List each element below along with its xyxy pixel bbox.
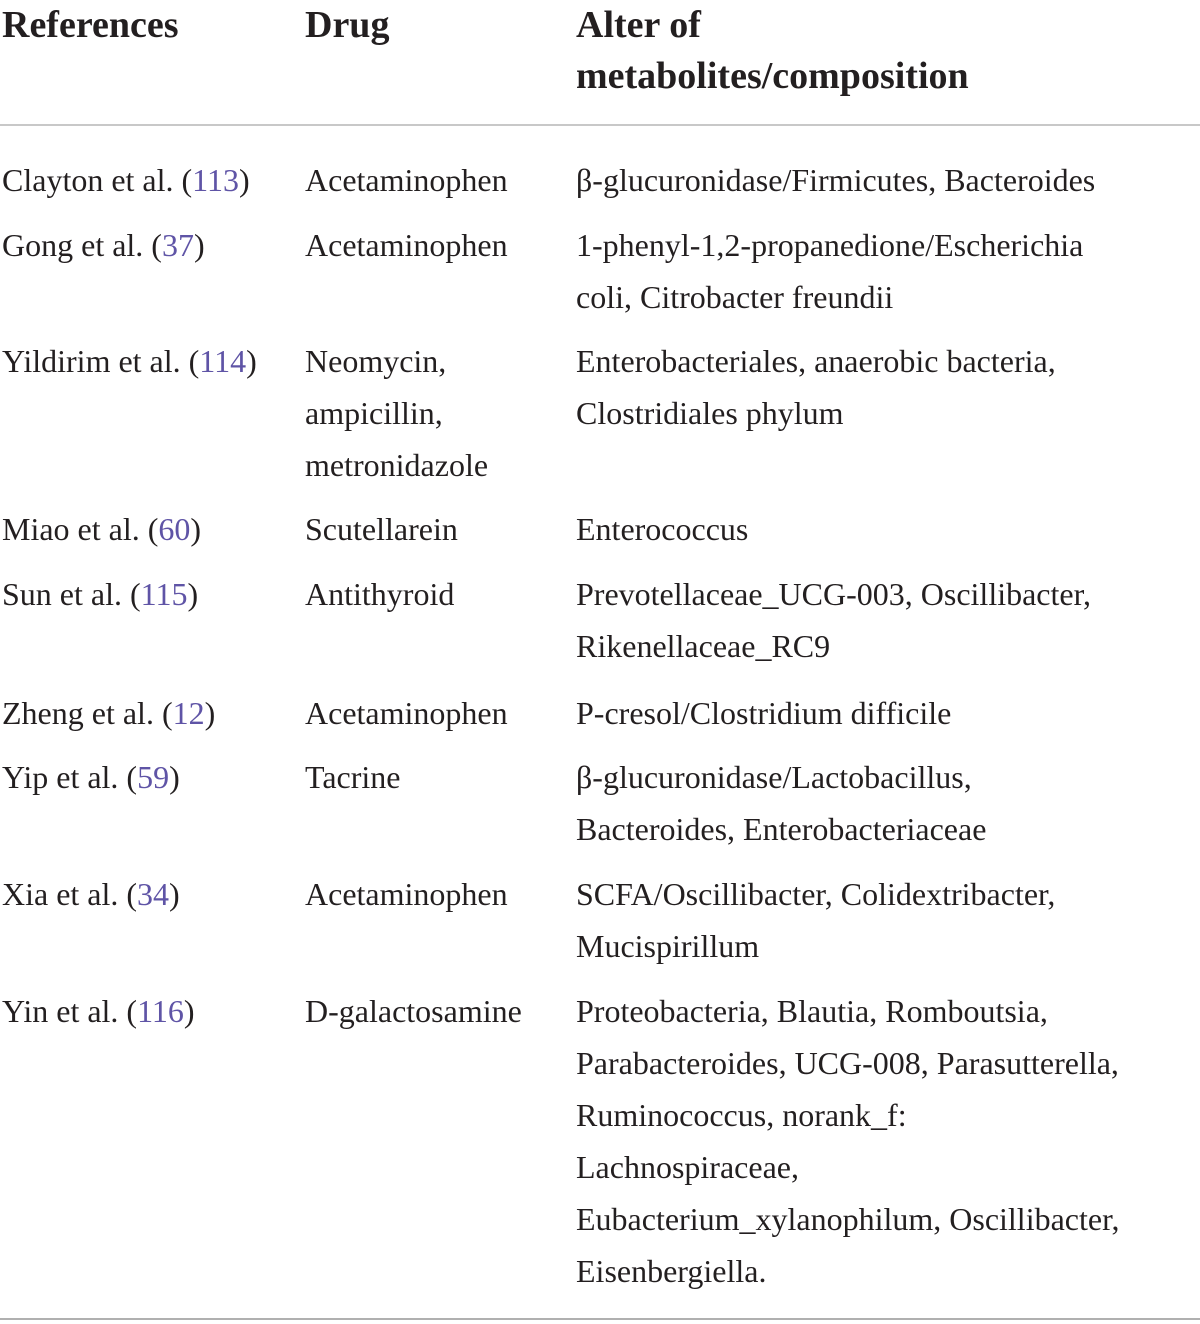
header-drug: Drug (305, 4, 390, 46)
citation-link[interactable]: 114 (199, 343, 247, 379)
reference-cell (2, 154, 250, 206)
alter-line: Clostridiales phylum (576, 395, 844, 431)
alter-line: Eubacterium_xylanophilum, Oscillibacter, (576, 1201, 1120, 1237)
reference-author: Gong et al. ( (2, 227, 162, 263)
citation-link[interactable]: 116 (137, 993, 184, 1029)
drug-line: Neomycin, (305, 343, 447, 379)
header-references: References (2, 4, 179, 46)
reference-close-paren: ) (183, 993, 195, 1029)
reference-close-paren: ) (204, 695, 216, 731)
drug-line: ampicillin, (305, 395, 443, 431)
alter-line: Ruminococcus, norank_f: (576, 1097, 907, 1133)
reference-close-paren: ) (169, 876, 180, 912)
alter-cell (576, 568, 1196, 672)
alter-cell (576, 868, 1196, 972)
drug-line: Acetaminophen (305, 162, 508, 198)
alter-line: Mucispirillum (576, 928, 760, 964)
drug-line: Acetaminophen (305, 227, 508, 263)
drug-line: Acetaminophen (305, 876, 508, 912)
alter-cell (576, 335, 1196, 439)
drug-cell (305, 868, 508, 920)
reference-author: Zheng et al. ( (2, 695, 173, 731)
reference-cell (2, 868, 180, 920)
alter-line: Enterobacteriales, anaerobic bacteria, (576, 343, 1056, 379)
citation-link[interactable]: 115 (140, 576, 188, 612)
alter-cell (576, 985, 1196, 1297)
drug-line: D-galactosamine (305, 993, 522, 1029)
header-alter-line: metabolites/composition (576, 55, 969, 97)
alter-cell (576, 751, 1196, 855)
table-header (0, 0, 1200, 126)
drug-cell (305, 503, 458, 555)
reference-cell (2, 503, 201, 555)
alter-line: SCFA/Oscillibacter, Colidextribacter, (576, 876, 1056, 912)
reference-cell (2, 985, 195, 1037)
drug-line: Acetaminophen (305, 695, 508, 731)
drug-cell (305, 219, 508, 271)
drug-cell (305, 985, 522, 1037)
alter-line: Rikenellaceae_RC9 (576, 628, 831, 664)
reference-close-paren: ) (193, 227, 205, 263)
alter-line: coli, Citrobacter freundii (576, 279, 894, 315)
reference-author: Yin et al. ( (2, 993, 138, 1029)
reference-cell (2, 568, 198, 620)
drug-cell (305, 687, 508, 739)
reference-author: Xia et al. ( (2, 876, 138, 912)
alter-line: Proteobacteria, Blautia, Romboutsia, (576, 993, 1048, 1029)
alter-line: Enterococcus (576, 511, 749, 547)
alter-line: Parabacteroides, UCG-008, Parasutterella, (576, 1045, 1119, 1081)
alter-cell (576, 687, 1196, 739)
drug-cell (305, 751, 400, 803)
drug-line: Antithyroid (305, 576, 455, 612)
alter-line: P-cresol/Clostridium difficile (576, 695, 952, 731)
reference-cell (2, 219, 205, 271)
drug-cell (305, 568, 454, 620)
citation-link[interactable]: 34 (137, 876, 170, 912)
header-alter (576, 0, 1196, 102)
reference-author: Clayton et al. ( (2, 162, 193, 198)
citation-link[interactable]: 12 (172, 695, 205, 731)
alter-line: Lachnospiraceae, (576, 1149, 799, 1185)
header-alter-line: Alter of (576, 4, 701, 46)
reference-cell (2, 687, 215, 739)
alter-line: Prevotellaceae_UCG-003, Oscillibacter, (576, 576, 1091, 612)
reference-author: Yildirim et al. ( (2, 343, 200, 379)
alter-cell (576, 219, 1196, 323)
drug-cell (305, 154, 508, 206)
reference-close-paren: ) (238, 162, 250, 198)
alter-cell (576, 503, 1196, 555)
citation-link[interactable]: 37 (161, 227, 194, 263)
citation-link[interactable]: 60 (158, 511, 191, 547)
alter-line: Eisenbergiella. (576, 1253, 767, 1289)
alter-line: 1-phenyl-1,2-propanedione/Escherichia (576, 227, 1084, 263)
alter-line: β-glucuronidase/Firmicutes, Bacteroides (576, 162, 1096, 198)
bottom-rule (0, 1318, 1200, 1320)
alter-line: β-glucuronidase/Lactobacillus, (576, 759, 972, 795)
citation-link[interactable]: 59 (137, 759, 170, 795)
citation-link[interactable]: 113 (192, 162, 239, 198)
drug-line: Scutellarein (305, 511, 458, 547)
reference-cell (2, 335, 257, 387)
reference-close-paren: ) (190, 511, 202, 547)
reference-author: Sun et al. ( (2, 576, 141, 612)
drug-line: Tacrine (305, 759, 401, 795)
drug-line: metronidazole (305, 447, 489, 483)
reference-author: Yip et al. ( (2, 759, 138, 795)
drug-cell (305, 335, 488, 491)
reference-author: Miao et al. ( (2, 511, 159, 547)
reference-close-paren: ) (246, 343, 257, 379)
alter-cell (576, 154, 1196, 206)
reference-close-paren: ) (169, 759, 180, 795)
alter-line: Bacteroides, Enterobacteriaceae (576, 811, 987, 847)
reference-cell (2, 751, 180, 803)
reference-close-paren: ) (187, 576, 199, 612)
